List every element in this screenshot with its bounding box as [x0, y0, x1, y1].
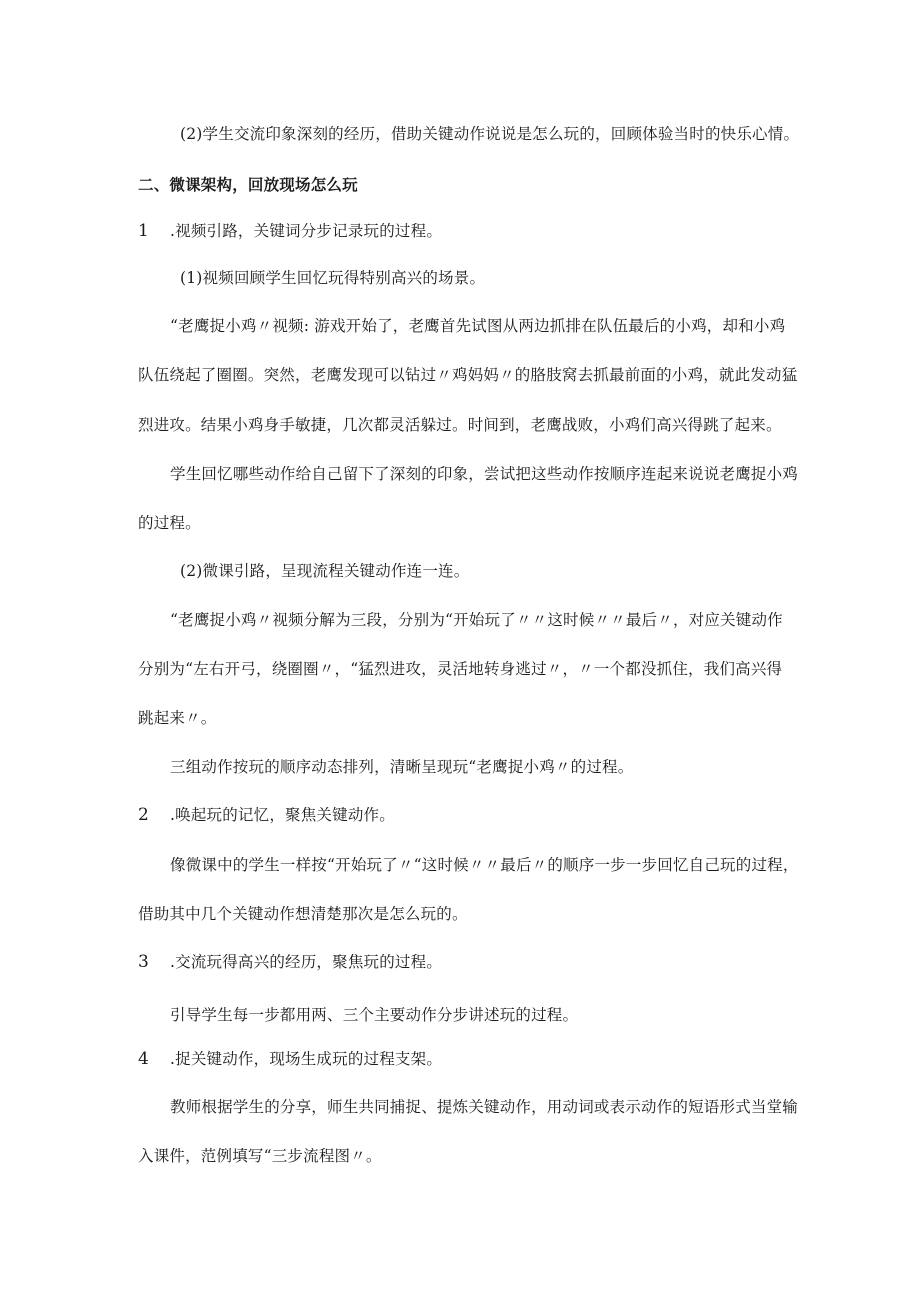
subsection-4-title: .捉关键动作，现场生成玩的过程支架。 [170, 1050, 443, 1068]
subsection-1-number: 1 [138, 221, 150, 241]
video-breakdown-line-2: 分别为“左右开弓，绕圈圈〃，“猛烈进攻，灵活地转身逃过〃，〃一个都没抓住，我们高兴得 [138, 660, 783, 678]
subsection-1-title: .视频引路，关键词分步记录玩的过程。 [170, 222, 443, 240]
subsection-2-title: .唤起玩的记忆，聚焦关键动作。 [170, 806, 395, 824]
subsection-4 [138, 1049, 442, 1069]
recall-steps-line-1: 像微课中的学生一样按“开始玩了〃“这时候〃〃最后〃的顺序一步一步回忆自己玩的过程， [170, 856, 799, 874]
subsection-3 [138, 952, 442, 972]
video-breakdown-line-1: “老鹰捉小鸡〃视频分解为三段，分别为“开始玩了〃〃这时候〃〃最后〃，对应关键动作 [170, 611, 783, 629]
video-description-line-1: “老鹰捉小鸡〃视频: 游戏开始了，老鹰首先试图从两边抓排在队伍最后的小鸡，却和小鸡 [170, 317, 786, 335]
subsection-3-number: 3 [138, 952, 150, 972]
teacher-process-line-1: 教师根据学生的分享，师生共同捕捉、提炼关键动作，用动词或表示动作的短语形式当堂输 [170, 1098, 799, 1116]
guide-students-paragraph: 引导学生每一步都用两、三个主要动作分步讲述玩的过程。 [170, 1006, 579, 1024]
paragraph-recall-experience: (2)学生交流印象深刻的经历，借助关键动作说说是怎么玩的，回顾体验当时的快乐心情。 [180, 125, 800, 143]
teacher-process-line-2: 入课件，范例填写“三步流程图〃。 [138, 1147, 382, 1165]
item-1-1: (1)视频回顾学生回忆玩得特别高兴的场景。 [180, 269, 486, 287]
subsection-1 [138, 221, 442, 241]
recall-steps-line-2: 借助其中几个关键动作想清楚那次是怎么玩的。 [138, 905, 468, 923]
subsection-2-number: 2 [138, 805, 150, 825]
action-ordering-paragraph: 三组动作按玩的顺序动态排列，清晰呈现玩“老鹰捉小鸡〃的过程。 [170, 758, 634, 776]
subsection-3-title: .交流玩得高兴的经历，聚焦玩的过程。 [170, 953, 443, 971]
video-description-line-2: 队伍绕起了圈圈。突然，老鹰发现可以钻过〃鸡妈妈〃的胳肢窝去抓最前面的小鸡，就此发动猛 [138, 366, 798, 384]
section-heading-micro-lesson: 二、微课架构，回放现场怎么玩 [138, 175, 358, 194]
subsection-2 [138, 805, 395, 825]
video-breakdown-line-3: 跳起来〃。 [138, 709, 217, 727]
item-1-2: (2)微课引路，呈现流程关键动作连一连。 [180, 562, 470, 580]
video-description-line-3: 烈进攻。结果小鸡身手敏捷，几次都灵活躲过。时间到，老鹰战败，小鸡们高兴得跳了起来。 [138, 416, 782, 434]
student-recall-line-2: 的过程。 [138, 514, 201, 532]
subsection-4-number: 4 [138, 1049, 150, 1069]
student-recall-line-1: 学生回忆哪些动作给自己留下了深刻的印象，尝试把这些动作按顺序连起来说说老鹰捉小鸡 [170, 465, 799, 483]
